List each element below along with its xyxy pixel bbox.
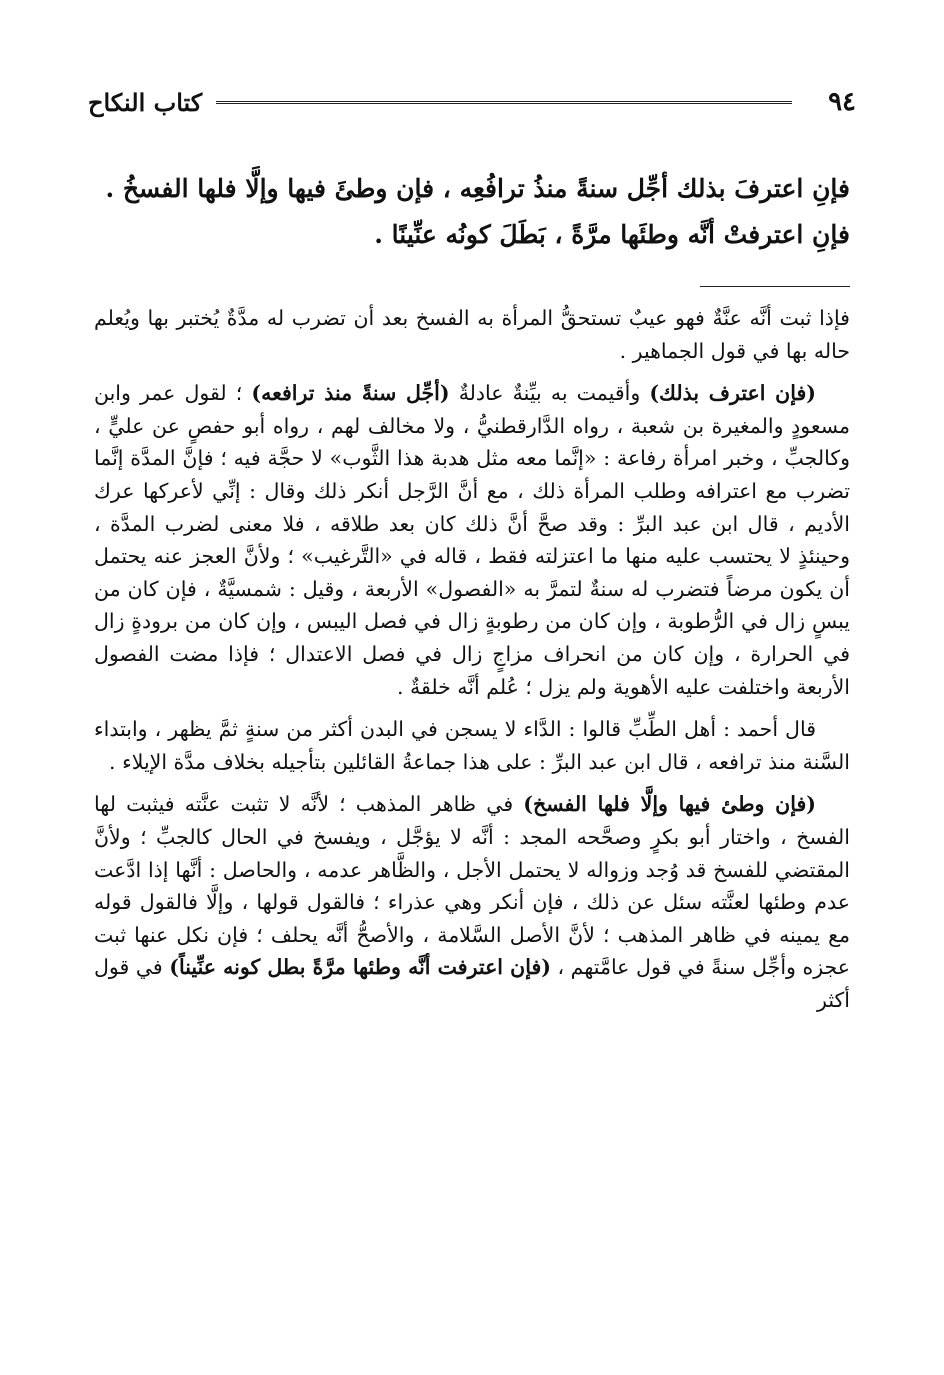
quoted-matn: (فإن اعترف بذلك)	[649, 381, 816, 406]
commentary-paragraph	[94, 377, 850, 703]
commentary-paragraph	[94, 788, 850, 1016]
paragraph-text: في ظاهر المذهب ؛ لأنَّه لا تثبت عنَّته فيثبت لها الفسخ ، واختار أبو بكرٍ وصحَّحه المجد : أنَّه لا يؤجَّل ، ويفسخ في الحال كالجبِّ ؛ ولأنَّ المقتضي للفسخ قد وُجد وزواله لا يحتمل الأجل ، والظَّاهر عدمه ، والحاصل : أنَّها إذا ادَّعت عدم وطئها لعنَّته سئل عن ذلك ، فإن أنكر وهي عذراء ؛ فالقول قولها ، وإلَّا فالقول قوله مع يمينه في ظاهر المذهب ؛ لأنَّ الأصل السَّلامة ، والأصحُّ أنَّه يحلف ؛ فإن نكل عنها ثبت عجزه وأجِّل سنةً في قول عامَّتهم ،	[94, 792, 850, 980]
quoted-matn: (فإن وطئ فيها وإلَّا فلها الفسخ)	[523, 792, 816, 817]
commentary-text	[94, 302, 850, 1026]
matn-line: فإنِ اعترفتْ أنَّه وطئَها مرَّةً ، بَطَلَ كونُه عنِّينًا .	[374, 220, 850, 249]
quoted-matn: (فإن اعترفت أنَّه وطئها مرَّةً بطل كونه عنِّيناً)	[169, 955, 551, 980]
paragraph-text: ؛ لقول عمر وابن مسعودٍ والمغيرة بن شعبة ، رواه الدَّارقطنيُّ ، ولا مخالف لهم ، رواه أبو حفصٍ عن عليٍّ ، وكالجبِّ ، وخبر امرأة رفاعة : «إنَّما معه مثل هدبة هذا الثَّوب» لا حجَّة فيه ؛ فإنَّ المدَّة إنَّما تضرب مع اعترافه وطلب المرأة ذلك ، مع أنَّ الرَّجل أنكر ذلك وقال : إنِّي لأعركها عرك الأديم ، قال ابن عبد البرِّ : وقد صحَّ أنَّ ذلك كان بعد طلاقه ، فلا معنى لضرب المدَّة ، وحينئذٍ لا يحتسب عليه منها ما اعتزلته فقط ، قاله في «التَّرغيب» ؛ ولأنَّ العجز عنه يحتمل أن يكون مرضاً فتضرب له سنةٌ لتمرَّ به «الفصول» الأربعة ، وقيل : شمسيَّةٌ ، فإن كان من يبسٍ زال في الرُّطوبة ، وإن كان من رطوبةٍ زال في فصل اليبس ، وإن كان من برودةٍ زال في الحرارة ، وإن كان من انحراف مزاجٍ زال في فصل الاعتدال ؛ فإذا مضت الفصول الأربعة واختلفت عليه الأهوية ولم يزل ؛ عُلم أنَّه خلقةٌ .	[94, 381, 850, 699]
running-header	[88, 82, 856, 122]
quoted-matn: (أجِّل سنةً منذ ترافعه)	[251, 381, 450, 406]
header-rule	[216, 101, 792, 104]
commentary-paragraph: قال أحمد : أهل الطِّبِّ قالوا : الدَّاء لا يسجن في البدن أكثر من سنةٍ ثمَّ يظهر ، وابتداء السَّنة منذ ترافعه ، قال ابن عبد البرِّ : على هذا جماعةُ القائلين بتأجيله بخلاف مدَّة الإيلاء .	[94, 717, 850, 774]
book-title: كتاب النكاح	[88, 87, 203, 117]
paragraph-text: وأقيمت به بيِّنةٌ عادلةٌ	[449, 381, 650, 406]
matn-line: فإنِ اعترفَ بذلك أجِّل سنةً منذُ ترافُعِه ، فإن وطئَ فيها وإلَّا فلها الفسخُ .	[105, 174, 850, 203]
paragraph-text: في قول أكثر	[94, 955, 850, 1012]
page-number: ٩٤	[828, 87, 856, 117]
separator-line	[700, 286, 850, 287]
commentary-paragraph: فإذا ثبت أنَّه عنَّةٌ فهو عيبٌ تستحقُّ المرأة به الفسخ بعد أن تضرب له مدَّةٌ يُختبر بها ويُعلم حاله بها في قول الجماهير .	[94, 306, 850, 363]
matn-text	[94, 166, 850, 258]
